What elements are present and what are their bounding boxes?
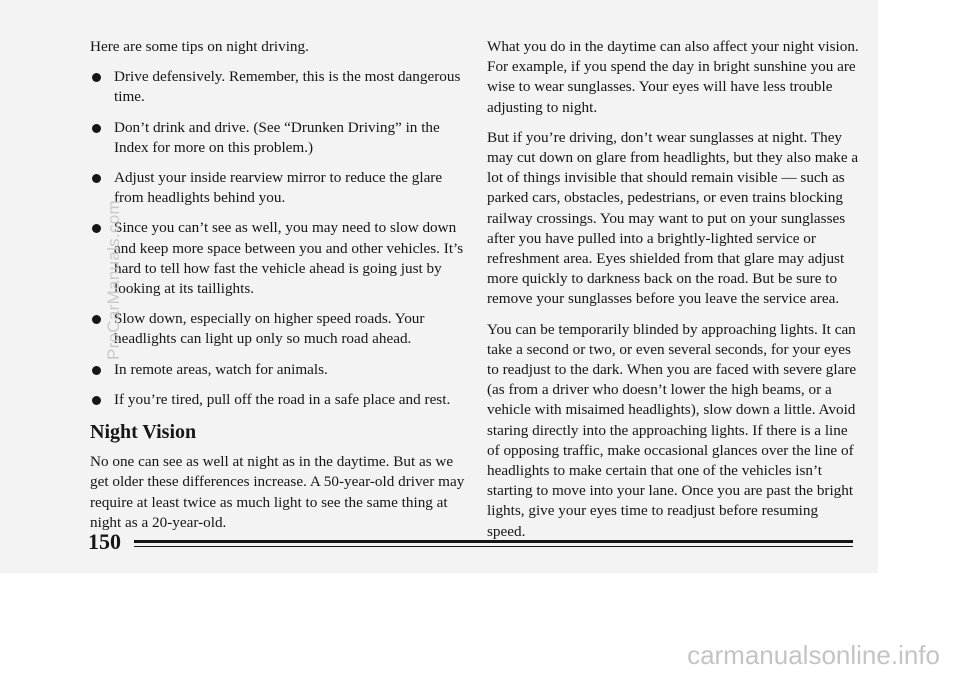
- bottom-watermark: carmanualsonline.info: [687, 640, 940, 670]
- tip-text: Adjust your inside rearview mirror to reduce the glare from headlights behind you.: [114, 169, 443, 207]
- night-driving-tips-list: [90, 67, 466, 410]
- tip-text: In remote areas, watch for animals.: [114, 360, 328, 378]
- night-vision-paragraph: No one can see as well at night as in the daytime. But as we get older these differences increase. A 50-year-old driver may require at least twice as much light to see the same thing at night as a 20-year-old.: [90, 453, 465, 531]
- left-column: [90, 37, 466, 543]
- side-watermark: ProCarManuals.com: [104, 200, 123, 361]
- tip-text: Drive defensively. Remember, this is the most dangerous time.: [114, 68, 461, 106]
- tip-text: If you’re tired, pull off the road in a safe place and rest.: [114, 390, 451, 408]
- body-paragraph: You can be temporarily blinded by approaching lights. It can take a second or two, or even several seconds, for your eyes to readjust to the dark. When you are faced with severe glare (as from a driver who doesn’t lower the high beams, or a vehicle with misaimed headlights), slow down a little. Avoid staring directly into the approaching lights. If there is a line of opposing traffic, make occasional glances over the line of headlights to make certain that one of the vehicles isn’t starting to move into your lane. Once you are past the bright lights, give your eyes time to readjust before resuming speed.: [487, 320, 857, 540]
- tip-item: [90, 360, 466, 380]
- bullet-icon: [92, 396, 101, 405]
- section-heading: Night Vision: [90, 421, 197, 444]
- tip-item: [90, 168, 466, 208]
- bullet-icon: [92, 366, 101, 375]
- tip-item: [90, 390, 466, 410]
- tip-item: [90, 118, 466, 158]
- bullet-icon: [92, 224, 101, 233]
- page-number: 150: [88, 529, 121, 554]
- body-paragraph: But if you’re driving, don’t wear sunglasses at night. They may cut down on glare from headlights, but they also make a lot of things invisible that should remain visible — such as parked cars, obstacles, pedestrians, or even trains blocking railway crossings. You may want to put on your sunglasses after you have pulled into a brightly-lighted service or refreshment area. Eyes shielded from that glare may adjust more quickly to darkness back on the road. But be sure to remove your sunglasses before you leave the service area.: [487, 128, 859, 308]
- footer-rule-thin: [134, 546, 853, 547]
- right-column: [487, 37, 859, 552]
- bullet-icon: [92, 73, 101, 82]
- tip-item: [90, 67, 466, 107]
- bullet-icon: [92, 124, 101, 133]
- tip-text: Since you can’t see as well, you may need to slow down and keep more space between you and other vehicles. It’s hard to tell how fast the vehicle ahead is going just by looking at its taillights.: [114, 219, 464, 298]
- tip-item: [90, 218, 466, 299]
- footer-rule: [134, 540, 853, 543]
- tip-text: Don’t drink and drive. (See “Drunken Driving” in the Index for more on this problem.): [114, 118, 440, 156]
- tip-text: Slow down, especially on higher speed roads. Your headlights can light up only so much road ahead.: [114, 310, 425, 348]
- tip-item: [90, 309, 466, 349]
- bullet-icon: [92, 174, 101, 183]
- intro-text: Here are some tips on night driving.: [90, 38, 309, 55]
- bullet-icon: [92, 315, 101, 324]
- body-paragraph: What you do in the daytime can also affect your night vision. For example, if you spend the day in bright sunshine you are wise to wear sunglasses. Your eyes will have less trouble adjusting to night.: [487, 38, 859, 116]
